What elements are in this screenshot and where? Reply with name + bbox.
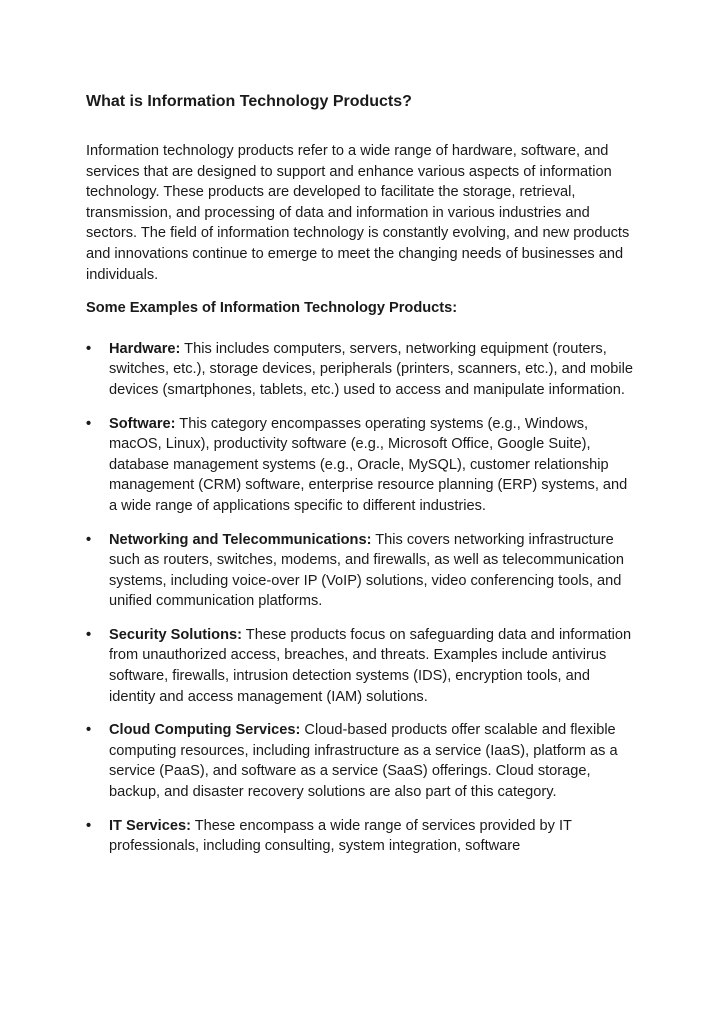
bullet-icon: • [86, 415, 92, 432]
item-description: Cloud-based products offer scalable and flexible computing resources, including infrastructure as a service (IaaS), platform as a service (PaaS), and software as a service (SaaS) offerings. Cloud storage, backup, and disaster recovery solutions are also part of this category. [109, 722, 618, 801]
bullet-icon: • [86, 817, 92, 834]
list-item-security [86, 625, 638, 707]
item-description: These products focus on safeguarding data and information from unauthorized access, breaches, and threats. Examples include antivirus software, firewalls, intrusion detection systems (IDS), encryption tools, and identity and access management (IAM) solutions. [109, 626, 632, 705]
page-title: What is Information Technology Products? [86, 93, 412, 110]
item-term: Hardware: [109, 340, 181, 357]
item-term: Security Solutions: [109, 626, 242, 643]
item-description: This covers networking infrastructure such as routers, switches, modems, and firewalls, as well as telecommunication systems, including voice-over IP (VoIP) solutions, video conferencing tools, and unified communication platforms. [109, 531, 625, 610]
bullet-icon: • [86, 531, 92, 548]
bullet-icon: • [86, 626, 92, 643]
examples-heading: Some Examples of Information Technology Products: [86, 300, 458, 317]
list-item-it-services [86, 816, 638, 857]
bullet-icon: • [86, 340, 92, 357]
list-item-networking [86, 530, 638, 612]
item-description: This includes computers, servers, networking equipment (routers, switches, etc.), storage devices, peripherals (printers, scanners, etc.), and mobile devices (smartphones, tablets, etc.) used to access and manipulate information. [109, 340, 633, 398]
examples-list [86, 339, 638, 857]
intro-paragraph: Information technology products refer to a wide range of hardware, software, and services that are designed to support and enhance various aspects of information technology. These products are developed to facilitate the storage, retrieval, transmission, and processing of data and information in various industries and sectors. The field of information technology is constantly evolving, and new products and innovations continue to emerge to meet the changing needs of businesses and individuals. [86, 143, 630, 283]
list-item-software [86, 414, 638, 517]
item-term: Networking and Telecommunications: [109, 531, 372, 548]
item-term: IT Services: [109, 817, 191, 834]
list-item-hardware [86, 339, 638, 401]
item-description: These encompass a wide range of services provided by IT professionals, including consulting, system integration, software [109, 817, 572, 855]
item-description: This category encompasses operating systems (e.g., Windows, macOS, Linux), productivity software (e.g., Microsoft Office, Google Suite), database management systems (e.g., Oracle, MySQL), customer relationship management (CRM) software, enterprise resource planning (ERP) systems, and a wide range of applications specific to different industries. [109, 415, 628, 514]
item-term: Software: [109, 415, 176, 432]
bullet-icon: • [86, 722, 92, 739]
item-term: Cloud Computing Services: [109, 722, 301, 739]
document-page [86, 91, 638, 870]
list-item-cloud [86, 720, 638, 802]
